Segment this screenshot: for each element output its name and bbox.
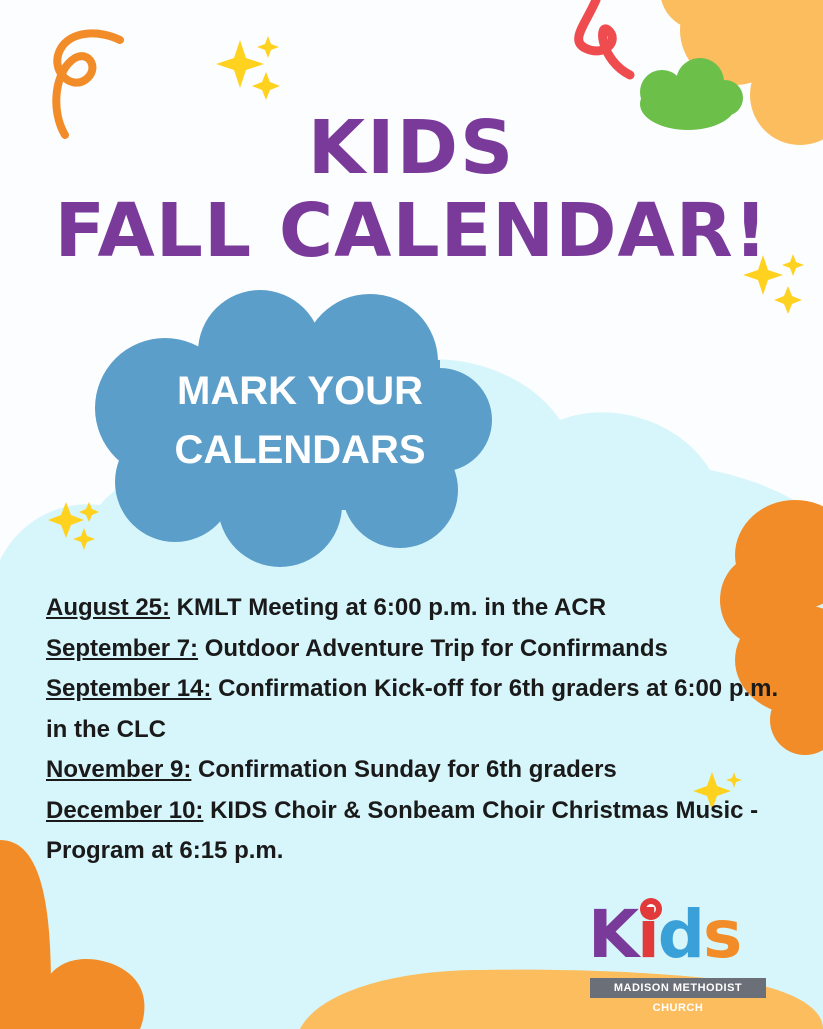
sparkle-icon: [73, 528, 95, 550]
event-item: [46, 669, 786, 750]
sparkle-icon: [79, 502, 99, 522]
event-description: Confirmation Kick-off for 6th graders at 6:00 p.m. in the CLC: [46, 675, 779, 743]
logo-wordmark: [588, 896, 741, 973]
event-description: KMLT Meeting at 6:00 p.m. in the ACR: [170, 594, 607, 621]
logo-letter-k: K: [588, 896, 638, 973]
event-item: [46, 791, 786, 872]
event-item: [46, 588, 786, 629]
logo-letter-s: s: [703, 896, 741, 973]
cloud-heading-line-2: CALENDARS: [174, 428, 426, 472]
cloud-heading-line-1: MARK YOUR: [177, 369, 423, 413]
event-date: November 9:: [46, 756, 192, 783]
sparkle-icon: [216, 40, 264, 88]
event-date: September 7:: [46, 634, 199, 662]
logo-church-name: MADISON METHODIST CHURCH: [590, 978, 766, 998]
event-description: Confirmation Sunday for 6th graders: [191, 756, 617, 783]
sparkle-icon: [257, 36, 279, 58]
event-item: [46, 750, 786, 791]
sparkle-icon: [252, 72, 280, 100]
event-description: Outdoor Adventure Trip for Confirmands: [198, 634, 668, 662]
event-item: [46, 629, 786, 670]
kids-logo: [588, 896, 768, 1014]
event-description: KIDS Choir & Sonbeam Choir Christmas Music - Program at 6:15 p.m.: [46, 796, 759, 864]
page-title-line-1: KIDS: [307, 105, 516, 191]
event-date: August 25:: [46, 594, 171, 621]
sparkle-icon: [774, 286, 802, 314]
sparkle-icon: [48, 502, 84, 538]
event-date: December 10:: [46, 796, 204, 824]
page-title-line-2: FALL CALENDAR!: [54, 188, 769, 274]
logo-letter-d: d: [657, 896, 704, 973]
logo-letter-i: i: [637, 896, 658, 973]
event-date: September 14:: [46, 675, 212, 702]
event-list: [46, 588, 786, 872]
